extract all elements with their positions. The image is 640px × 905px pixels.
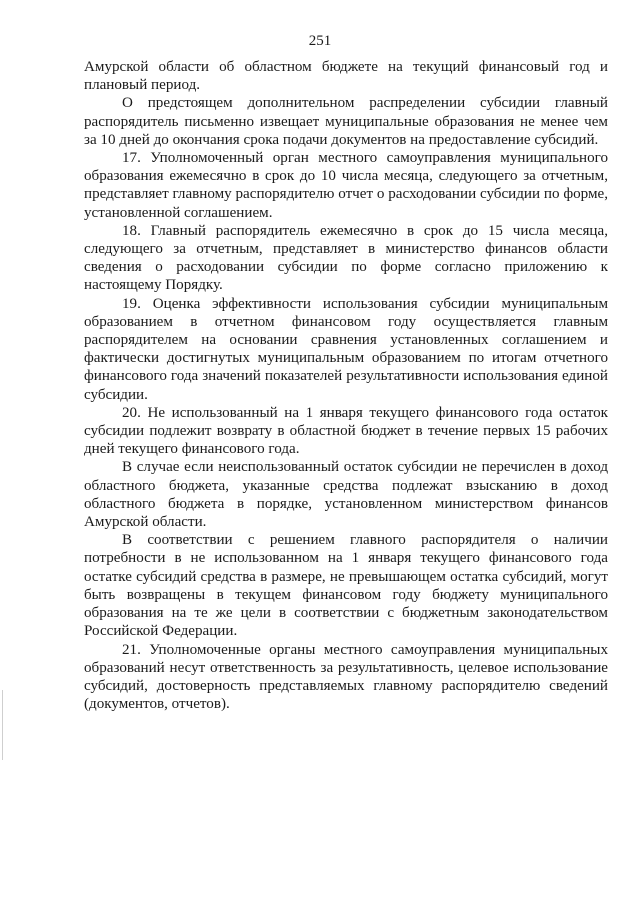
paragraph-return-of-funds: В соответствии с решением главного распорядителя о наличии потребности в не использованном на 1 января текущего финансового года остатке субсидий средства в размере, не превышающем остатка субсидий, могут быть возвращены в текущем финансовом году бюджету муниципального образования на те же цели в соответствии с бюджетным законодательством Российской Федерации. <box>84 532 608 640</box>
paragraph-item-20: 20. Не использованный на 1 января текущего финансового года остаток субсидии подлежит возврату в областной бюджет в течение первых 15 рабочих дней текущего финансового года. <box>84 404 608 458</box>
paragraph-continuation: Амурской области об областном бюджете на текущий финансовый год и плановый период. <box>84 59 608 94</box>
paragraph-item-18: 18. Главный распорядитель ежемесячно в срок до 15 числа месяца, следующего за отчетным, представляет в министерство финансов области сведения о расходовании субсидии по форме согласно приложению к настоящему Порядку. <box>84 222 608 294</box>
paragraph-item-17: 17. Уполномоченный орган местного самоуправления муниципального образования ежемесячно в срок до 10 числа месяца, следующего за отчетным, представляет главному распорядителю отчет о расходовании субсидии по форме, установленной соглашением. <box>84 150 608 221</box>
paragraph-redistribution-notice: О предстоящем дополнительном распределении субсидии главный распорядитель письменно извещает муниципальные образования не менее чем за 10 дней до окончания срока подачи документов на предоставление субсидий. <box>84 95 608 148</box>
paragraph-unspent-balance: В случае если неиспользованный остаток субсидии не перечислен в доход областного бюджета, указанные средства подлежат взысканию в доход областного бюджета в порядке, установленном министерством финансов Амурской области. <box>84 459 608 531</box>
page-number: 251 <box>308 33 332 49</box>
paragraph-item-19: 19. Оценка эффективности использования субсидии муниципальным образованием в отчетном финансовом году осуществляется главным распорядителем на основании сравнения установленных соглашением и фактически достигнутых муниципальным образованием по итогам отчетного финансового года значений показателей результативности использования единой субсидии. <box>84 295 608 403</box>
paragraph-item-21: 21. Уполномоченные органы местного самоуправления муниципальных образований несут ответственность за результативность, целевое использование субсидий, достоверность представляемых главному распорядителю сведений (документов, отчетов). <box>84 641 608 713</box>
scan-edge-mark <box>2 690 3 760</box>
document-body <box>84 58 608 713</box>
